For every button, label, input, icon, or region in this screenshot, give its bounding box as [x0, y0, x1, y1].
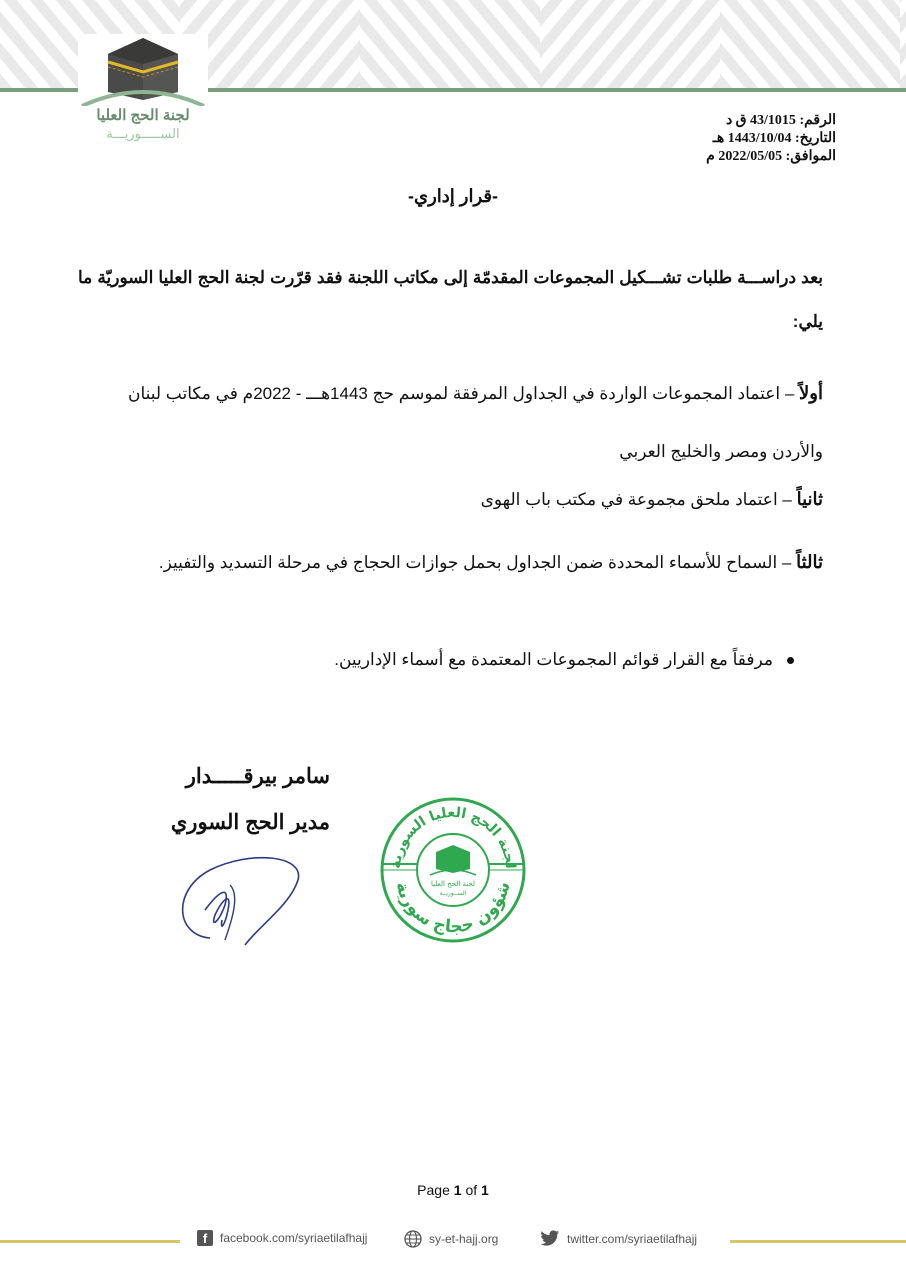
page-prefix: Page — [417, 1182, 450, 1198]
svg-text:لجنة الحج العليا: لجنة الحج العليا — [430, 880, 476, 888]
hijri-date-value: 1443/10/04 هـ — [712, 131, 792, 146]
item-label: ثالثاً — [796, 552, 823, 572]
svg-text:الســوريــة: الســوريــة — [439, 890, 467, 897]
reference-block — [706, 112, 836, 166]
footer-divider — [730, 1240, 906, 1243]
header-divider — [0, 88, 80, 92]
signatory-name: سامر بيرقـــــدار — [185, 765, 330, 788]
svg-text:لجنة الحج العليا السورية: لجنة الحج العليا السورية — [387, 804, 519, 870]
reference-gregorian-date — [706, 148, 836, 166]
bullet-icon — [787, 657, 794, 664]
decision-item-second — [78, 470, 823, 529]
hijri-date-label: التاريخ: — [794, 131, 836, 146]
document-title: -قرار إداري- — [407, 186, 499, 206]
facebook-url: facebook.com/syriaetilafhajj — [220, 1231, 368, 1245]
facebook-icon: f — [197, 1230, 213, 1246]
twitter-link[interactable] — [540, 1230, 697, 1247]
website-link[interactable] — [404, 1230, 498, 1248]
website-url: sy-et-hajj.org — [429, 1232, 499, 1246]
svg-text:شؤون حجاج سورية: شؤون حجاج سورية — [391, 879, 515, 938]
header-pattern-segment — [720, 0, 900, 89]
gregorian-date-label: الموافق: — [785, 149, 836, 164]
logo-subtitle: الســـــوريـــة — [106, 126, 180, 141]
signatory-title: مدير الحج السوري — [170, 811, 330, 834]
page-number — [0, 1182, 906, 1198]
decision-item-third — [78, 533, 823, 592]
header-pattern-segment — [360, 0, 540, 89]
attachment-text: مرفقاً مع القرار قوائم المجموعات المعتمدة مع أسماء الإداريين. — [334, 650, 773, 669]
item-text: – اعتماد ملحق مجموعة في مكتب باب الهوى — [480, 490, 797, 509]
attachment-note — [334, 650, 794, 670]
facebook-link[interactable] — [197, 1230, 367, 1246]
reference-number — [706, 112, 836, 130]
gregorian-date-value: 2022/05/05 م — [706, 149, 783, 164]
page-current: 1 — [453, 1182, 462, 1198]
logo-title: لجنة الحج العليا — [96, 107, 190, 124]
footer-divider — [0, 1240, 180, 1243]
item-text: – اعتماد المجموعات الواردة في الجداول المرفقة لموسم حج 1443هـــ - 2022م في مكاتب لبنان والأردن ومصر والخليج العربي — [127, 384, 823, 461]
official-stamp-icon — [378, 795, 528, 945]
page-of: of — [465, 1182, 478, 1198]
kaaba-icon — [78, 34, 208, 106]
twitter-icon — [540, 1230, 560, 1247]
item-label: أولاً — [799, 383, 823, 403]
item-text: – السماح للأسماء المحددة ضمن الجداول بحمل جوازات الحجاج في مرحلة التسديد والتفييز. — [158, 553, 797, 572]
page-total: 1 — [481, 1182, 489, 1198]
committee-logo — [78, 34, 208, 144]
reference-hijri-date — [706, 130, 836, 148]
intro-paragraph: بعد دراســـة طلبات تشـــكيل المجموعات المقدمّة إلى مكاتب اللجنة فقد قرّرت لجنة الحج العليا السوريّة ما يلي: — [78, 268, 823, 331]
reference-number-value: 43/1015 ق د — [725, 113, 796, 128]
header-divider — [205, 88, 906, 92]
item-label: ثانياً — [796, 489, 823, 509]
globe-icon — [404, 1230, 422, 1248]
signature-icon — [170, 850, 310, 950]
twitter-url: twitter.com/syriaetilafhajj — [567, 1231, 698, 1246]
reference-number-label: الرقم: — [799, 113, 836, 128]
decision-item-first — [78, 364, 823, 481]
